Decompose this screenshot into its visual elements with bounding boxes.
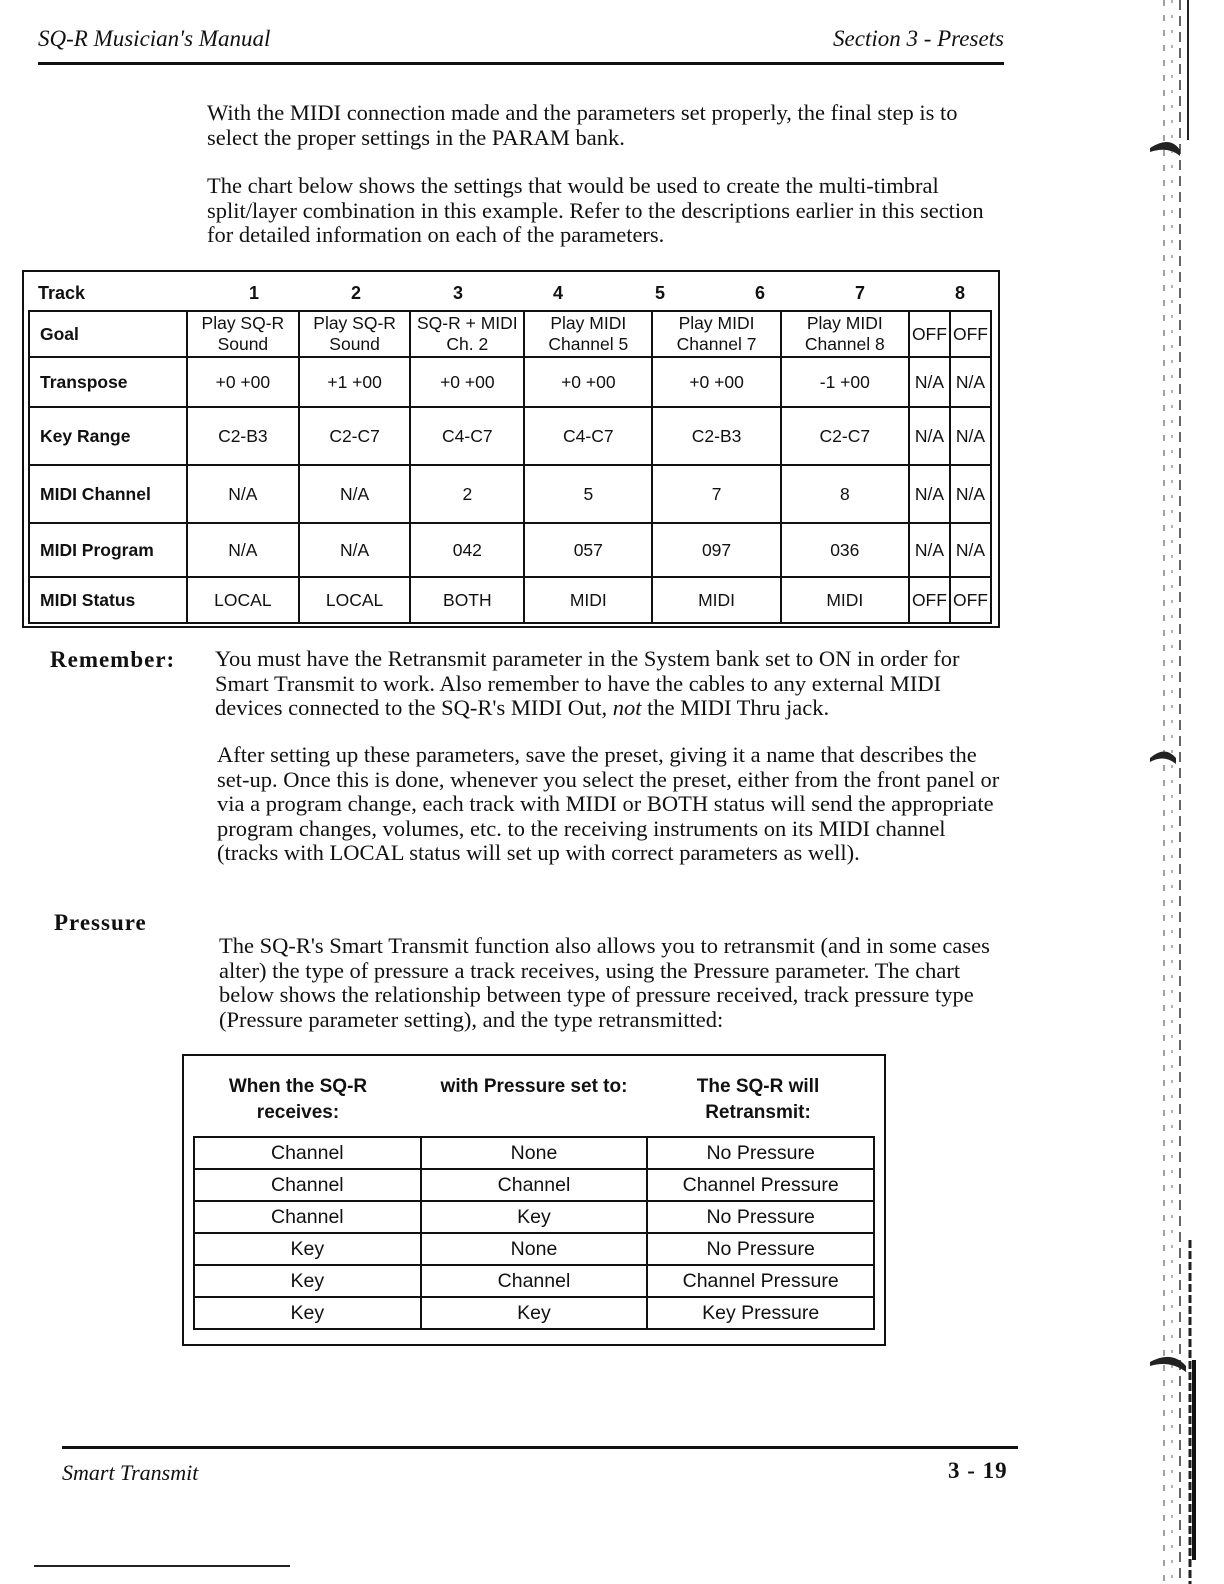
- table-cell: +0 +00: [410, 357, 524, 407]
- table-cell: N/A: [299, 523, 411, 577]
- table-cell: N/A: [187, 465, 299, 523]
- page-number: 3 - 19: [948, 1458, 1008, 1483]
- page-header: [38, 24, 1004, 65]
- table-row: [194, 1201, 874, 1233]
- table-row: [29, 465, 991, 523]
- remember-heading: Remember:: [50, 647, 176, 672]
- table-row: [29, 577, 991, 623]
- footer-divider: [62, 1446, 1018, 1449]
- table-cell: 2: [410, 465, 524, 523]
- column-header: with Pressure set to:: [440, 1076, 628, 1097]
- table-cell: C2-B3: [652, 407, 780, 465]
- row-label: Transpose: [29, 357, 187, 407]
- table-cell: N/A: [909, 465, 950, 523]
- table-cell: N/A: [950, 357, 991, 407]
- table-cell: Channel: [421, 1265, 648, 1297]
- table-cell: Play MIDI Channel 8: [781, 311, 909, 357]
- table-row: [194, 1297, 874, 1329]
- row-label: MIDI Status: [29, 577, 187, 623]
- table-cell: OFF: [950, 311, 991, 357]
- track-number: 6: [754, 283, 765, 303]
- table-cell: N/A: [187, 523, 299, 577]
- table-row: [194, 1233, 874, 1265]
- row-label: MIDI Program: [29, 523, 187, 577]
- table-cell: LOCAL: [299, 577, 411, 623]
- table-cell: No Pressure: [647, 1201, 874, 1233]
- table-cell: C2-B3: [187, 407, 299, 465]
- pressure-table: [182, 1054, 886, 1346]
- table-cell: N/A: [950, 465, 991, 523]
- table-cell: 7: [652, 465, 780, 523]
- table-cell: Key: [194, 1265, 421, 1297]
- bottom-edge-line: [34, 1565, 290, 1567]
- track-number: 2: [350, 283, 361, 303]
- track-number: 5: [654, 283, 665, 303]
- table-cell: MIDI: [781, 577, 909, 623]
- table-cell: Key: [194, 1233, 421, 1265]
- table-cell: 036: [781, 523, 909, 577]
- remember-text-a: You must have the Retransmit parameter in the System bank set to ON in order for Smart Transmit to work. Also remember to have the cables to any external MIDI devices connected to the SQ-R's MIDI Out,: [215, 646, 960, 720]
- table-row: [194, 1137, 874, 1169]
- intro-paragraph-2: The chart below shows the settings that would be used to create the multi-timbral split/layer combination in this example. Refer to the descriptions earlier in this section for detailed information on each of the parameters.: [207, 173, 984, 247]
- table-cell: MIDI: [524, 577, 652, 623]
- track-settings-grid: [28, 310, 992, 624]
- section-title: Section 3 - Presets: [833, 26, 1004, 51]
- table-cell: Play MIDI Channel 5: [524, 311, 652, 357]
- table-cell: OFF: [909, 577, 950, 623]
- footer-section-name: Smart Transmit: [62, 1460, 199, 1485]
- binding-edge-decoration: [1150, 0, 1200, 1584]
- table-cell: N/A: [909, 523, 950, 577]
- table-cell: No Pressure: [647, 1137, 874, 1169]
- table-cell: Channel: [421, 1169, 648, 1201]
- track-number: 4: [552, 283, 563, 303]
- track-number: 8: [954, 283, 965, 303]
- table-cell: LOCAL: [187, 577, 299, 623]
- table-cell: Channel: [194, 1137, 421, 1169]
- manual-title: SQ-R Musician's Manual: [38, 26, 271, 51]
- table-cell: None: [421, 1233, 648, 1265]
- track-number: 1: [248, 283, 259, 303]
- row-label: Key Range: [29, 407, 187, 465]
- table-cell: 057: [524, 523, 652, 577]
- row-label: MIDI Channel: [29, 465, 187, 523]
- table-cell: C2-C7: [781, 407, 909, 465]
- table-cell: +0 +00: [187, 357, 299, 407]
- table-cell: N/A: [299, 465, 411, 523]
- track-header-row: [24, 272, 998, 310]
- table-cell: Channel: [194, 1169, 421, 1201]
- table-cell: C4-C7: [524, 407, 652, 465]
- table-row: [29, 311, 991, 357]
- table-cell: 5: [524, 465, 652, 523]
- table-cell: OFF: [909, 311, 950, 357]
- table-cell: +1 +00: [299, 357, 411, 407]
- table-cell: N/A: [909, 407, 950, 465]
- row-label: Goal: [29, 311, 187, 357]
- track-number: 3: [452, 283, 463, 303]
- table-row: [29, 523, 991, 577]
- table-cell: +0 +00: [524, 357, 652, 407]
- remember-paragraph-1: [215, 647, 1005, 721]
- table-cell: N/A: [909, 357, 950, 407]
- table-cell: Channel Pressure: [647, 1265, 874, 1297]
- track-settings-table: [22, 270, 1000, 628]
- table-cell: C4-C7: [410, 407, 524, 465]
- table-cell: OFF: [950, 577, 991, 623]
- table-cell: Channel: [194, 1201, 421, 1233]
- pressure-paragraph: The SQ-R's Smart Transmit function also allows you to retransmit (and in some cases alter) the type of pressure a track receives, using the Pressure parameter. The chart below shows the relationship between type of pressure received, track pressure type (Pressure parameter setting), and the type retransmitted:: [219, 933, 990, 1032]
- table-cell: Play SQ-R Sound: [299, 311, 411, 357]
- remember-text-emphasis: not: [612, 695, 642, 720]
- table-cell: BOTH: [410, 577, 524, 623]
- track-header-label: Track: [38, 283, 86, 303]
- table-row: [194, 1169, 874, 1201]
- table-cell: 8: [781, 465, 909, 523]
- column-header: The SQ-R will Retransmit:: [696, 1076, 820, 1123]
- table-cell: MIDI: [652, 577, 780, 623]
- table-cell: 042: [410, 523, 524, 577]
- column-header: When the SQ-R receives:: [228, 1076, 368, 1123]
- remember-text-b: the MIDI Thru jack.: [641, 695, 830, 720]
- table-cell: C2-C7: [299, 407, 411, 465]
- pressure-heading: Pressure: [54, 910, 147, 935]
- intro-paragraph-1: With the MIDI connection made and the parameters set properly, the final step is to select the proper settings in the PARAM bank.: [207, 100, 958, 150]
- table-cell: Key Pressure: [647, 1297, 874, 1329]
- table-cell: Channel Pressure: [647, 1169, 874, 1201]
- table-cell: +0 +00: [652, 357, 780, 407]
- table-cell: N/A: [950, 407, 991, 465]
- table-cell: N/A: [950, 523, 991, 577]
- table-row: [29, 357, 991, 407]
- track-number: 7: [854, 283, 865, 303]
- table-cell: SQ-R + MIDI Ch. 2: [410, 311, 524, 357]
- table-cell: 097: [652, 523, 780, 577]
- remember-paragraph-2: After setting up these parameters, save the preset, giving it a name that describes the set-up. Once this is done, whenever you select the preset, either from the front panel or via a program change, each track with MIDI or BOTH status will send the appropriate program changes, volumes, etc. to the receiving instruments on its MIDI channel (tracks with LOCAL status will set up with correct parameters as well).: [217, 742, 1000, 865]
- pressure-grid: [193, 1136, 875, 1330]
- table-cell: Key: [194, 1297, 421, 1329]
- table-cell: -1 +00: [781, 357, 909, 407]
- table-row: [29, 407, 991, 465]
- table-cell: Play MIDI Channel 7: [652, 311, 780, 357]
- table-cell: No Pressure: [647, 1233, 874, 1265]
- table-cell: None: [421, 1137, 648, 1169]
- table-cell: Key: [421, 1201, 648, 1233]
- pressure-header-row: [184, 1056, 884, 1136]
- table-row: [194, 1265, 874, 1297]
- table-cell: Play SQ-R Sound: [187, 311, 299, 357]
- table-cell: Key: [421, 1297, 648, 1329]
